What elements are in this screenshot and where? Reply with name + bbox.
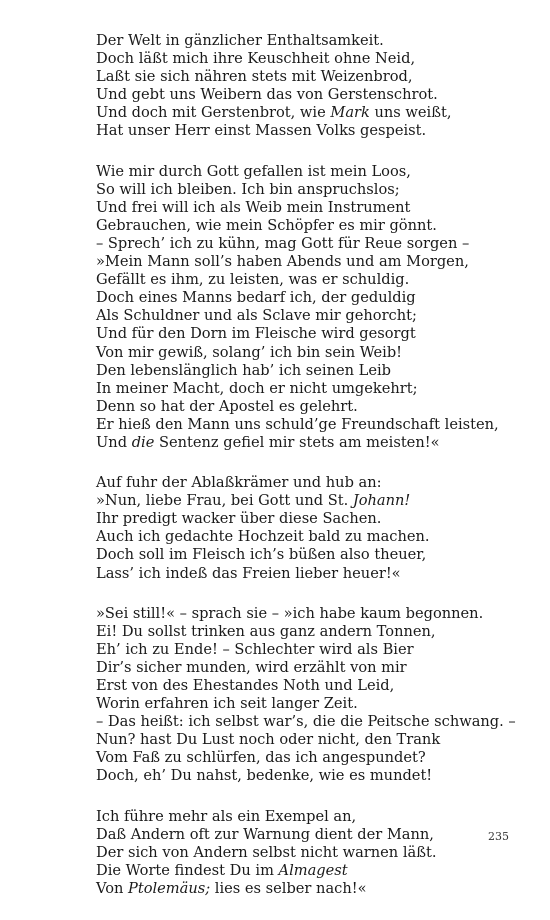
- text-segment: Die Worte findest Du im: [96, 861, 279, 879]
- text-segment: Doch eines Manns bedarf ich, der geduldig: [96, 289, 416, 307]
- verse-line: [96, 398, 516, 416]
- poem-text: [96, 32, 516, 920]
- text-segment: Lass’ ich indeß das Freien lieber heuer!«: [96, 564, 401, 582]
- stanza: [96, 808, 516, 898]
- stanza: [96, 605, 516, 786]
- verse-line: [96, 380, 516, 398]
- text-segment: »Nun, liebe Frau, bei Gott und St.: [96, 492, 353, 510]
- verse-line: [96, 68, 516, 86]
- verse-line: [96, 731, 516, 749]
- text-segment: »Sei still!« – sprach sie – »ich habe kaum begonnen.: [96, 604, 484, 622]
- text-segment: Daß Andern oft zur Warnung dient der Mann,: [96, 825, 434, 843]
- italic-segment: die: [131, 433, 155, 451]
- text-segment: lies es selber nach!«: [210, 879, 367, 897]
- verse-line: [96, 253, 516, 271]
- text-segment: Gebrauchen, wie mein Schöpfer es mir gönnt.: [96, 216, 437, 234]
- verse-line: [96, 163, 516, 181]
- verse-line: [96, 289, 516, 307]
- text-segment: Und für den Dorn im Fleische wird gesorgt: [96, 325, 416, 343]
- verse-line: [96, 546, 516, 564]
- text-segment: Gefällt es ihm, zu leisten, was er schuldig.: [96, 271, 410, 289]
- page-number: 235: [488, 830, 509, 843]
- verse-line: [96, 880, 516, 898]
- text-segment: In meiner Macht, doch er nicht umgekehrt;: [96, 379, 418, 397]
- text-segment: Dir’s sicher munden, wird erzählt von mir: [96, 658, 407, 676]
- text-segment: Doch, eh’ Du nahst, bedenke, wie es mundet!: [96, 767, 433, 785]
- text-segment: uns weißt,: [369, 104, 452, 122]
- verse-line: [96, 641, 516, 659]
- text-segment: Ihr predigt wacker über diese Sachen.: [96, 510, 382, 528]
- verse-line: [96, 416, 516, 434]
- verse-line: [96, 713, 516, 731]
- verse-line: [96, 344, 516, 362]
- verse-line: [96, 826, 516, 844]
- stanza: [96, 32, 516, 141]
- verse-line: [96, 844, 516, 862]
- text-segment: Wie mir durch Gott gefallen ist mein Loos,: [96, 162, 411, 180]
- text-segment: Der sich von Andern selbst nicht warnen läßt.: [96, 843, 437, 861]
- verse-line: [96, 492, 516, 510]
- italic-segment: Mark: [330, 104, 370, 122]
- verse-line: [96, 217, 516, 235]
- verse-line: [96, 510, 516, 528]
- text-segment: Vom Faß zu schlürfen, das ich angespundet?: [96, 749, 426, 767]
- verse-line: [96, 474, 516, 492]
- verse-line: [96, 808, 516, 826]
- verse-line: [96, 677, 516, 695]
- verse-line: [96, 565, 516, 583]
- verse-line: [96, 307, 516, 325]
- text-segment: Von mir gewiß, solang’ ich bin sein Weib!: [96, 343, 403, 361]
- verse-line: [96, 235, 516, 253]
- verse-line: [96, 623, 516, 641]
- italic-segment: Johann!: [352, 492, 411, 510]
- text-segment: Sentenz gefiel mir stets am meisten!«: [154, 433, 440, 451]
- text-segment: Und frei will ich als Weib mein Instrument: [96, 198, 411, 216]
- verse-line: [96, 50, 516, 68]
- verse-line: [96, 434, 516, 452]
- verse-line: [96, 605, 516, 623]
- text-segment: Auch ich gedachte Hochzeit bald zu machen.: [96, 528, 430, 546]
- stanza: [96, 474, 516, 583]
- italic-segment: Ptolemäus;: [128, 879, 211, 897]
- text-segment: Als Schuldner und als Sclave mir gehorcht;: [96, 307, 417, 325]
- text-segment: Worin erfahren ich seit langer Zeit.: [96, 695, 358, 713]
- stanza: [96, 163, 516, 453]
- text-segment: Doch soll im Fleisch ich’s büßen also theuer,: [96, 546, 427, 564]
- text-segment: Und gebt uns Weibern das von Gerstenschrot.: [96, 86, 438, 104]
- verse-line: [96, 32, 516, 50]
- verse-line: [96, 271, 516, 289]
- verse-line: [96, 695, 516, 713]
- text-segment: Hat unser Herr einst Massen Volks gespeist.: [96, 122, 427, 140]
- verse-line: [96, 325, 516, 343]
- text-segment: Eh’ ich zu Ende! – Schlechter wird als Bier: [96, 640, 414, 658]
- text-segment: Von: [96, 879, 129, 897]
- text-segment: »Mein Mann soll’s haben Abends und am Morgen,: [96, 253, 469, 271]
- text-segment: Nun? hast Du Lust noch oder nicht, den Trank: [96, 731, 441, 749]
- verse-line: [96, 528, 516, 546]
- verse-line: [96, 659, 516, 677]
- text-segment: Der Welt in gänzlicher Enthaltsamkeit.: [96, 32, 384, 49]
- verse-line: [96, 362, 516, 380]
- verse-line: [96, 749, 516, 767]
- text-segment: Ei! Du sollst trinken aus ganz andern Tonnen,: [96, 622, 436, 640]
- text-segment: Und doch mit Gerstenbrot, wie: [96, 104, 331, 122]
- verse-line: [96, 104, 516, 122]
- text-segment: Denn so hat der Apostel es gelehrt.: [96, 397, 358, 415]
- verse-line: [96, 122, 516, 140]
- italic-segment: Almagest: [278, 861, 348, 879]
- text-segment: – Sprech’ ich zu kühn, mag Gott für Reue sorgen –: [96, 234, 470, 252]
- text-segment: So will ich bleiben. Ich bin anspruchslos;: [96, 180, 400, 198]
- text-segment: Und: [96, 433, 132, 451]
- text-segment: Erst von des Ehestandes Noth und Leid,: [96, 677, 395, 694]
- text-segment: – Das heißt: ich selbst war’s, die die Peitsche schwang. –: [96, 713, 516, 731]
- text-segment: Den lebenslänglich hab’ ich seinen Leib: [96, 361, 392, 379]
- verse-line: [96, 199, 516, 217]
- text-segment: Er hieß den Mann uns schuld’ge Freundschaft leisten,: [96, 415, 499, 433]
- verse-line: [96, 862, 516, 880]
- verse-line: [96, 86, 516, 104]
- text-segment: Laßt sie sich nähren stets mit Weizenbrod,: [96, 68, 413, 86]
- verse-line: [96, 767, 516, 785]
- verse-line: [96, 181, 516, 199]
- text-segment: Ich führe mehr als ein Exempel an,: [96, 807, 357, 825]
- text-segment: Auf fuhr der Ablaßkrämer und hub an:: [96, 474, 382, 492]
- text-segment: Doch läßt mich ihre Keuschheit ohne Neid,: [96, 50, 416, 68]
